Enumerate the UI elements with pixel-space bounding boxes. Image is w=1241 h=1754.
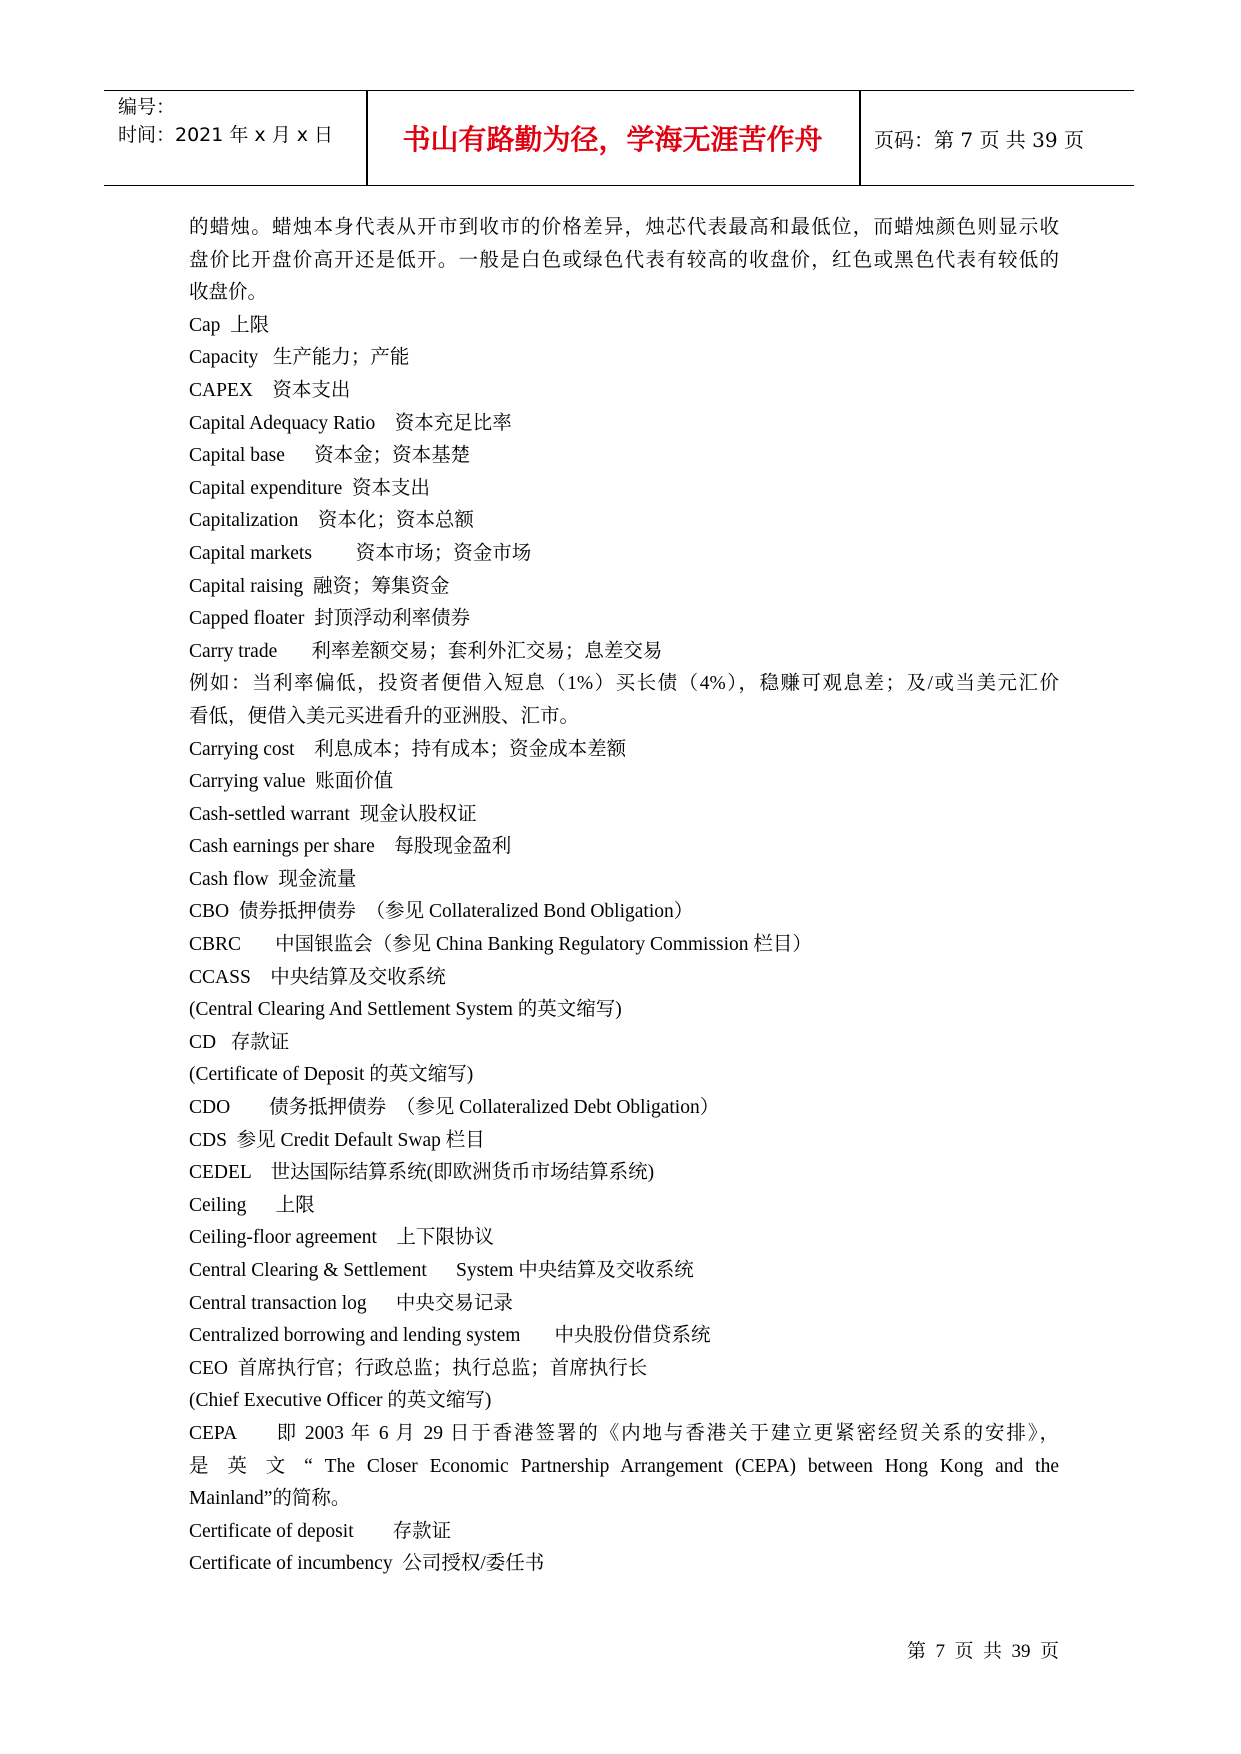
glossary-entry: Certificate of incumbency 公司授权/委任书 bbox=[189, 1553, 545, 1575]
body-line: 例如：当利率偏低，投资者便借入短息（1%）买长债（4%），稳赚可观息差；及/或当美元汇价 bbox=[189, 673, 1059, 695]
glossary-entry: Ceiling 上限 bbox=[189, 1194, 315, 1216]
glossary-entry: CDS 参见 Credit Default Swap 栏目 bbox=[189, 1129, 485, 1151]
glossary-entry: Carrying cost 利息成本；持有成本；资金成本差额 bbox=[189, 738, 627, 760]
body-line: (Chief Executive Officer 的英文缩写) bbox=[189, 1390, 492, 1412]
glossary-entry: Cap 上限 bbox=[189, 314, 270, 336]
document-time-label: 时间：2021 年 x 月 x 日 bbox=[118, 124, 334, 146]
glossary-entry: CBO 债券抵押债券 （参见 Collateralized Bond Obligation） bbox=[189, 901, 694, 923]
glossary-entry: CEDEL 世达国际结算系统(即欧洲货币市场结算系统) bbox=[189, 1162, 655, 1184]
glossary-entry: Capitalization 资本化；资本总额 bbox=[189, 510, 474, 532]
body-line: 的蜡烛。蜡烛本身代表从开市到收市的价格差异，烛芯代表最高和最低位，而蜡烛颜色则显示收 bbox=[189, 217, 1059, 238]
page-header bbox=[104, 90, 1134, 186]
glossary-entry: CD 存款证 bbox=[189, 1031, 290, 1053]
glossary-entry: CAPEX 资本支出 bbox=[189, 379, 351, 401]
glossary-entry: Capital raising 融资；筹集资金 bbox=[189, 575, 450, 597]
glossary-entry: Cash flow 现金流量 bbox=[189, 868, 357, 890]
glossary-entry: CEO 首席执行官；行政总监；执行总监；首席执行长 bbox=[189, 1357, 648, 1379]
document-number-label: 编号： bbox=[118, 96, 176, 118]
glossary-entry: Capital markets 资本市场；资金市场 bbox=[189, 542, 532, 564]
glossary-entry: Carry trade 利率差额交易；套利外汇交易；息差交易 bbox=[189, 640, 663, 662]
glossary-entry: Capacity 生产能力；产能 bbox=[189, 347, 410, 369]
body-line: (Central Clearing And Settlement System 的英文缩写) bbox=[189, 999, 622, 1021]
body-line: Mainland”的简称。 bbox=[189, 1488, 351, 1510]
glossary-entry: Cash-settled warrant 现金认股权证 bbox=[189, 803, 477, 825]
glossary-entry: Capital expenditure 资本支出 bbox=[189, 477, 430, 499]
header-page-number: 页码：第 7 页 共 39 页 bbox=[874, 127, 1084, 152]
body-line: (Certificate of Deposit 的英文缩写) bbox=[189, 1064, 474, 1086]
glossary-entry: Central transaction log 中央交易记录 bbox=[189, 1292, 513, 1314]
glossary-entry: CEPA 即 2003 年 6 月 29 日于香港签署的《内地与香港关于建立更紧密经贸关系的安排》， bbox=[189, 1422, 1059, 1444]
glossary-entry: Central Clearing & Settlement System 中央结算及交收系统 bbox=[189, 1260, 694, 1281]
glossary-entry: Carrying value 账面价值 bbox=[189, 771, 394, 793]
page-footer-number: 第 7 页 共 39 页 bbox=[906, 1641, 1059, 1662]
glossary-entry: CBRC 中国银监会（参见 China Banking Regulatory Commission 栏目） bbox=[189, 934, 812, 956]
header-motto: 书山有路勤为径，学海无涯苦作舟 bbox=[402, 123, 823, 156]
glossary-entry: Capital Adequacy Ratio 资本充足比率 bbox=[189, 412, 512, 434]
glossary-entry: Capped floater 封顶浮动利率债券 bbox=[189, 608, 471, 630]
glossary-body bbox=[189, 212, 1059, 1581]
glossary-entry: Centralized borrowing and lending system 中央股份借贷系统 bbox=[189, 1325, 711, 1347]
header-meta bbox=[118, 93, 358, 149]
glossary-entry: Cash earnings per share 每股现金盈利 bbox=[189, 836, 512, 858]
header-divider bbox=[859, 91, 861, 185]
glossary-entry: Certificate of deposit 存款证 bbox=[189, 1520, 452, 1542]
body-line: 看低，便借入美元买进看升的亚洲股、汇市。 bbox=[189, 705, 580, 727]
glossary-entry: Ceiling-floor agreement 上下限协议 bbox=[189, 1227, 494, 1249]
body-line: 收盘价。 bbox=[189, 282, 268, 304]
body-line: 盘价比开盘价高开还是低开。一般是白色或绿色代表有较高的收盘价，红色或黑色代表有较低的 bbox=[189, 249, 1059, 271]
body-line: 是 英 文 “ The Closer Economic Partnership Arrangement (CEPA) between Hong Kong and the bbox=[189, 1455, 1059, 1477]
glossary-entry: CCASS 中央结算及交收系统 bbox=[189, 966, 446, 988]
glossary-entry: CDO 债务抵押债券 （参见 Collateralized Debt Obligation） bbox=[189, 1097, 720, 1119]
glossary-entry: Capital base 资本金；资本基楚 bbox=[189, 445, 471, 467]
